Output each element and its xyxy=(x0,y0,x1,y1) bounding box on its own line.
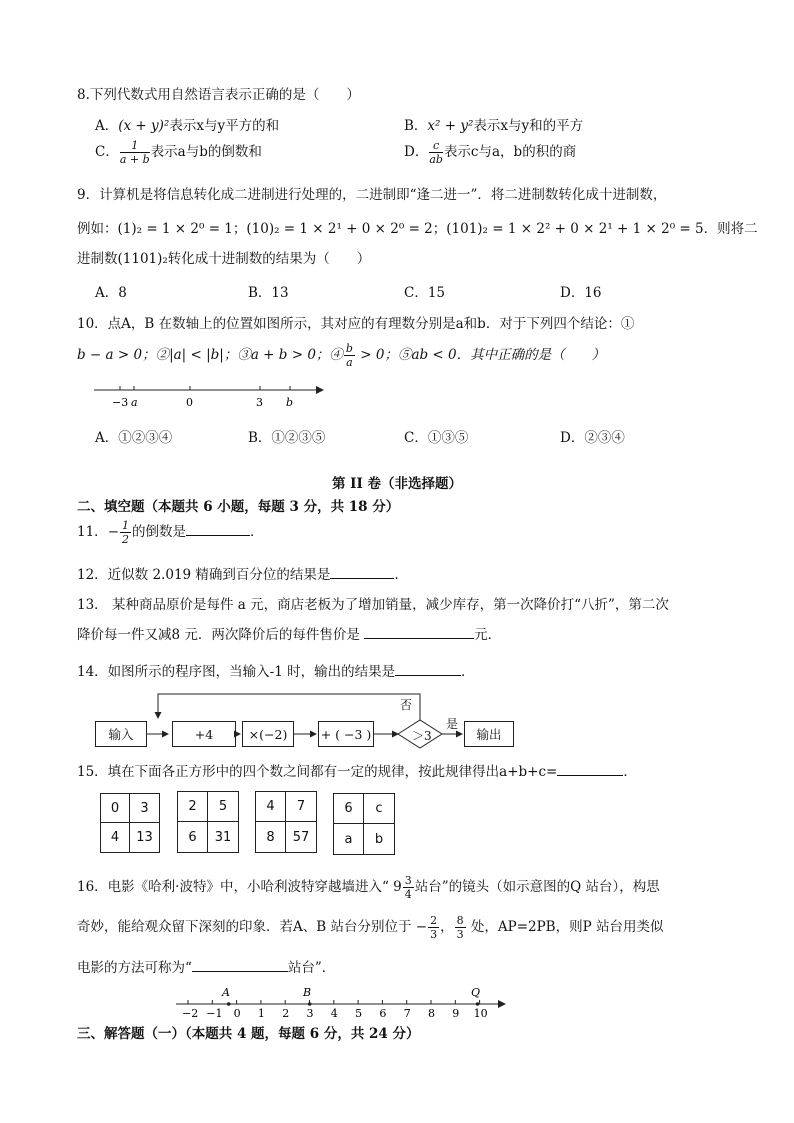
q9-line1: 9．计算机是将信息转化成二进制进行处理的，二进制即“逢二进一”．将二进制数转化成十进制数， xyxy=(77,187,667,203)
section2-title: 第 II 卷（非选择题） xyxy=(331,476,463,492)
axis-label-3: 3 xyxy=(256,396,263,409)
point-a-dot xyxy=(227,1002,231,1006)
q16-line3: 电影的方法可称为“ 站台”． xyxy=(77,956,335,976)
cell: 4 xyxy=(256,792,286,822)
axis-label-neg3: −3 xyxy=(112,396,129,409)
q10-option-a: A．①②③④ xyxy=(95,430,173,446)
cell: 57 xyxy=(292,829,310,845)
q10-option-d: D．②③④ xyxy=(560,430,625,446)
axis-tick-label: 10 xyxy=(473,1007,488,1020)
axis-tick-label: 7 xyxy=(403,1007,411,1020)
cell: 5 xyxy=(208,792,238,822)
axis-tick-label: 3 xyxy=(306,1007,314,1020)
axis-tick-label: 5 xyxy=(355,1007,363,1020)
q10-line1: 10．点A，B 在数轴上的位置如图所示，其对应的有理数分别是a和b．对于下列四个结论：① xyxy=(77,316,635,332)
section3-header: 三、解答题（一）（本题共 4 题，每题 6 分，共 24 分） xyxy=(77,1026,420,1042)
pattern-square-1 xyxy=(100,793,160,853)
cell: 13 xyxy=(136,830,153,845)
q10-line2: b − a > 0；②|a| < |b|；③a + b > 0；④ $\frac{b}{a}$ > 0；⑤ab < 0．其中正确的是（ ） xyxy=(77,342,606,369)
cell: 31 xyxy=(214,829,232,845)
q8-option-d: D． $\frac{c}{ab}$ 表示c与a，b的积的商 xyxy=(404,139,577,166)
q11-answer-blank[interactable] xyxy=(186,521,250,536)
q16-line2: 奇妙，能给观众留下深刻的印象．若A、B 站台分别位于 − $\frac{2}{3}$ ， $\frac{8}{3}$ 处，AP=2PB，则P 站台用类似 xyxy=(77,914,664,941)
q8-option-c: C． $\frac{1}{a + b}$ 表示a与b的倒数和 xyxy=(95,139,262,166)
axis-tick-label: 8 xyxy=(428,1007,435,1020)
point-b-label: B xyxy=(303,986,312,999)
cell: c xyxy=(364,794,394,824)
flow-no-label: 否 xyxy=(400,698,413,712)
q13-line2: 降价每一件又减8 元．两次降价后的每件售价是 元． xyxy=(77,623,501,643)
axis-label-a: a xyxy=(131,396,138,409)
q16-number-line xyxy=(172,984,508,1020)
q9-line3: 进制数(1101)₂转化成十进制数的结果为（ ） xyxy=(77,251,371,267)
flow-step-plus-neg3: + ( −3 ) xyxy=(318,721,374,747)
point-q-dot xyxy=(476,1002,480,1006)
q12-answer-blank[interactable] xyxy=(330,564,394,579)
q10-option-b: B．①②③⑤ xyxy=(248,430,326,446)
cell: 3 xyxy=(130,794,159,823)
point-b-dot xyxy=(308,1002,312,1006)
cell: a xyxy=(334,824,364,854)
pattern-square-3 xyxy=(255,791,317,853)
q14-answer-blank[interactable] xyxy=(395,661,461,676)
cell: 0 xyxy=(101,794,130,823)
cell: 2 xyxy=(178,792,208,822)
section2-header: 二、填空题（本题共 6 小题，每题 3 分，共 18 分） xyxy=(77,499,400,515)
flow-output-box: 输出 xyxy=(464,721,514,747)
q9-option-b: B．13 xyxy=(248,285,289,301)
axis-label-0: 0 xyxy=(186,396,193,409)
axis-tick-label: 0 xyxy=(233,1007,241,1020)
q8-stem: 8.下列代数式用自然语言表示正确的是（ ） xyxy=(77,87,360,103)
q11: 11．− $\frac{1}{2}$ 的倒数是 ． xyxy=(77,519,264,546)
q10-option-c: C．①③⑤ xyxy=(404,430,469,446)
q8-option-a: A．(x + y)²表示x与y平方的和 xyxy=(95,118,280,134)
axis-tick-label: −2 xyxy=(182,1007,199,1020)
q8-option-b: B．x² + y²表示x与y和的平方 xyxy=(404,118,584,134)
q9-option-a: A．8 xyxy=(95,285,127,301)
axis-tick-label: 9 xyxy=(452,1007,460,1020)
pattern-square-2 xyxy=(177,791,239,853)
q15-answer-blank[interactable] xyxy=(557,761,623,776)
q15: 15．填在下面各正方形中的四个数之间都有一定的规律，按此规律得出a+b+c= ． xyxy=(77,760,637,780)
cell: 6 xyxy=(334,794,364,824)
q12: 12．近似数 2.019 精确到百分位的结果是 . xyxy=(77,563,399,583)
q14: 14．如图所示的程序图，当输入-1 时，输出的结果是 ． xyxy=(77,660,475,680)
q16-answer-blank[interactable] xyxy=(192,957,288,972)
point-q-label: Q xyxy=(471,986,481,999)
flow-step-plus4: +4 xyxy=(172,721,236,747)
q10-number-line xyxy=(90,380,330,410)
q9-line2: 例如：(1)₂ = 1 × 2⁰ = 1；(10)₂ = 1 × 2¹ + 0 × 2⁰ = 2；(101)₂ = 1 × 2² + 0 × 2¹ + 1 × 2⁰ = 5．则将二 xyxy=(77,221,758,237)
q16-line1: 16．电影《哈利·波特》中，小哈利波特穿越墙进入“ 9 $\frac{3}{4}$ 站台”的镜头（如示意图的Q 站台），构思 xyxy=(77,874,660,901)
point-a-label: A xyxy=(222,986,230,999)
cell: 7 xyxy=(286,792,316,822)
q13-answer-blank[interactable] xyxy=(364,624,474,639)
flow-yes-label: 是 xyxy=(446,717,459,731)
axis-tick-label: 2 xyxy=(282,1007,290,1020)
axis-tick-label: −1 xyxy=(206,1007,223,1020)
axis-label-b: b xyxy=(286,396,294,409)
cell: 8 xyxy=(256,822,286,852)
axis-tick-label: 1 xyxy=(257,1007,265,1020)
q13-line1: 13． 某种商品原价是每件 a 元，商店老板为了增加销量，减少库存，第一次降价打“八折”，第二次 xyxy=(77,597,669,613)
axis-tick-label: 6 xyxy=(379,1007,387,1020)
flow-condition: ＞3 xyxy=(412,729,432,743)
flow-input-box: 输入 xyxy=(95,721,147,747)
pattern-square-4 xyxy=(333,793,395,855)
q9-option-d: D．16 xyxy=(560,285,602,301)
flow-step-times-neg2: ×(−2) xyxy=(242,721,294,747)
cell: b xyxy=(374,831,384,847)
axis-tick-label: 4 xyxy=(330,1007,338,1020)
q9-option-c: C．15 xyxy=(404,285,446,301)
cell: 4 xyxy=(101,823,130,852)
cell: 6 xyxy=(178,822,208,852)
